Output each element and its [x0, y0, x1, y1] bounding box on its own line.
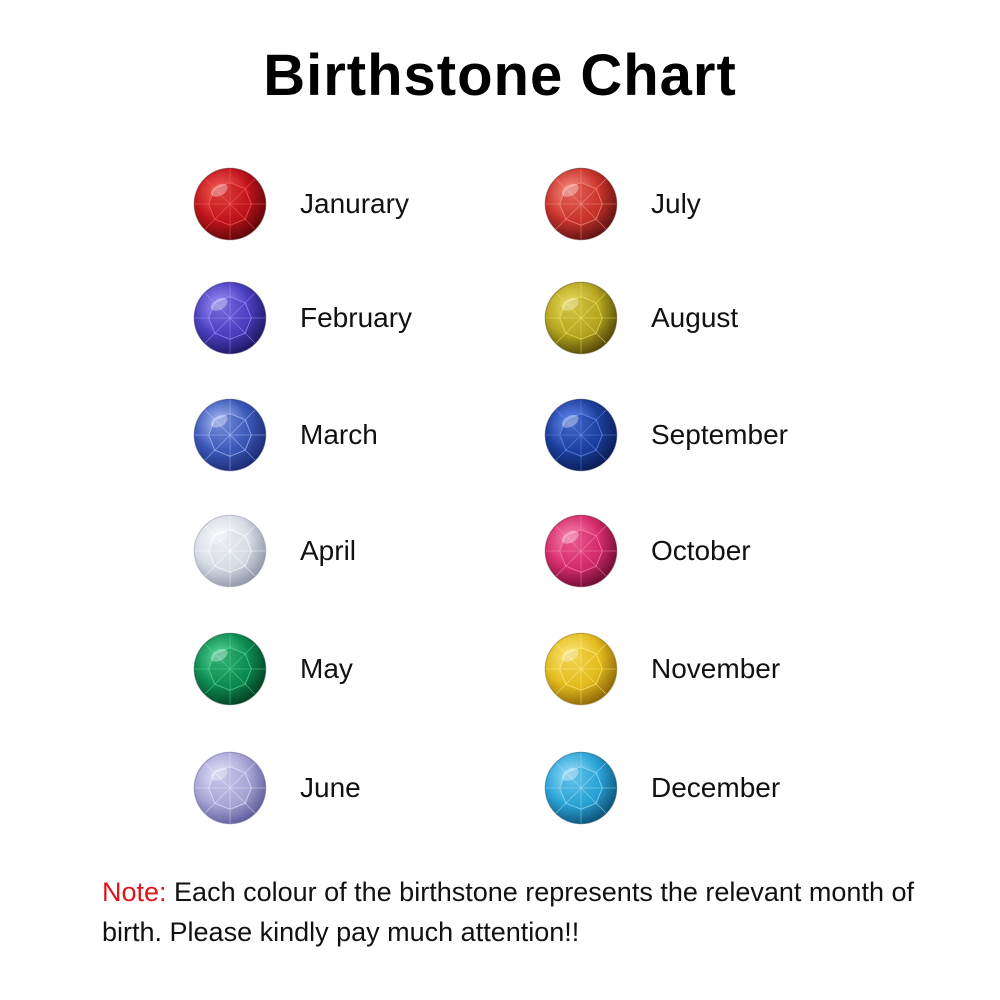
birthstone-item — [543, 631, 873, 711]
birthstone-item — [192, 280, 522, 360]
gemstone-icon — [543, 397, 619, 473]
birthstone-item — [192, 166, 522, 246]
month-label: November — [651, 653, 781, 684]
gemstone-icon — [192, 750, 268, 826]
month-label: October — [651, 535, 751, 566]
page-title: Birthstone Chart — [263, 43, 737, 108]
month-label: February — [300, 302, 413, 333]
gemstone-icon — [543, 513, 619, 589]
birthstone-item — [543, 750, 873, 830]
month-label: September — [651, 419, 788, 450]
gemstone-icon — [192, 280, 268, 356]
month-label: April — [300, 535, 357, 566]
birthstone-item — [543, 166, 873, 246]
month-label: June — [300, 772, 361, 803]
gemstone-icon — [192, 166, 268, 242]
month-label: March — [300, 419, 378, 450]
birthstone-item — [192, 631, 522, 711]
note-body: Each colour of the birthstone represents the relevant month of birth. Please kindly pay much attention!! — [102, 877, 914, 947]
birthstone-item — [192, 750, 522, 830]
month-label: December — [651, 772, 781, 803]
month-label: May — [300, 653, 353, 684]
birthstone-item — [192, 397, 522, 477]
gemstone-icon — [192, 631, 268, 707]
birthstone-item — [543, 397, 873, 477]
note-text — [102, 872, 962, 952]
month-label: July — [651, 188, 701, 219]
gemstone-icon — [543, 631, 619, 707]
gemstone-icon — [543, 750, 619, 826]
gemstone-icon — [543, 166, 619, 242]
birthstone-item — [192, 513, 522, 593]
birthstone-item — [543, 513, 873, 593]
note-label: Note: — [102, 877, 167, 907]
gemstone-icon — [192, 397, 268, 473]
month-label: Janurary — [300, 188, 409, 219]
month-label: August — [651, 302, 739, 333]
birthstone-item — [543, 280, 873, 360]
gemstone-icon — [543, 280, 619, 356]
gemstone-icon — [192, 513, 268, 589]
